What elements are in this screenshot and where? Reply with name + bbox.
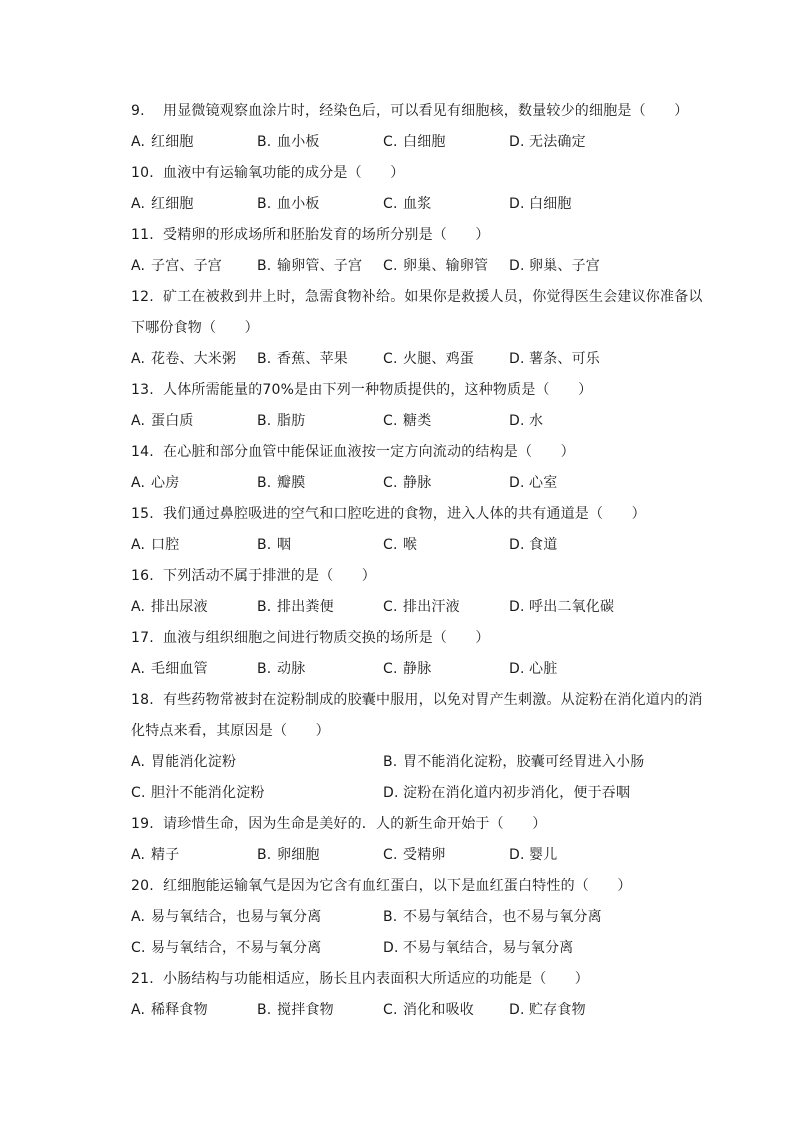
option-text: 婴儿 [529, 847, 558, 863]
option-letter: A. [131, 413, 146, 429]
option-letter: A. [131, 475, 146, 491]
option-text: 排出尿液 [151, 599, 208, 615]
options-row [131, 406, 691, 437]
question-stem-line [131, 623, 691, 654]
option-text: 淀粉在消化道内初步消化，便于吞咽 [403, 785, 631, 801]
option-d [383, 778, 635, 809]
option-c [383, 344, 509, 375]
option-letter: C. [383, 661, 398, 677]
question-number: 16. [131, 568, 154, 584]
option-text: 呼出二氧化碳 [529, 599, 615, 615]
option-letter: D. [509, 599, 525, 615]
option-c [131, 933, 383, 964]
question-18 [131, 685, 703, 809]
option-b [383, 747, 645, 778]
option-letter: C. [383, 475, 398, 491]
option-text: 静脉 [403, 475, 432, 491]
question-stem-line [131, 685, 703, 716]
option-letter: C. [131, 940, 146, 956]
option-text: 水 [529, 413, 544, 429]
option-text: 排出粪便 [277, 599, 334, 615]
option-text: 输卵管、子宫 [277, 258, 363, 274]
question-9 [131, 96, 691, 158]
option-text: 瓣膜 [277, 475, 306, 491]
option-d [509, 654, 635, 685]
option-text: 花卷、大米粥 [151, 351, 237, 367]
option-a [131, 995, 257, 1026]
question-text: 下哪份食物（ ） [131, 320, 259, 336]
question-21 [131, 964, 691, 1026]
question-number: 15. [131, 506, 154, 522]
option-b [257, 468, 383, 499]
option-letter: A. [131, 196, 146, 212]
option-b [257, 344, 383, 375]
option-b [257, 530, 383, 561]
option-d [509, 530, 635, 561]
option-letter: B. [257, 134, 272, 150]
option-letter: D. [509, 134, 525, 150]
option-letter: D. [509, 475, 525, 491]
options-row [131, 995, 691, 1026]
option-text: 咽 [277, 537, 292, 553]
options-row [131, 592, 691, 623]
option-text: 红细胞 [151, 134, 194, 150]
option-a [131, 840, 257, 871]
question-stem-line [131, 158, 691, 189]
option-letter: A. [131, 134, 146, 150]
option-letter: C. [383, 1002, 398, 1018]
option-letter: C. [383, 258, 398, 274]
option-text: 血浆 [403, 196, 432, 212]
option-d [509, 592, 635, 623]
question-text: 请珍惜生命，因为生命是美好的．人的新生命开始于（ ） [163, 816, 547, 832]
option-text: 贮存食物 [529, 1002, 586, 1018]
question-stem-line [131, 809, 691, 840]
option-letter: A. [131, 1002, 146, 1018]
question-text: 化特点来看，其原因是（ ） [131, 723, 330, 739]
option-letter: D. [509, 258, 525, 274]
option-letter: D. [383, 785, 399, 801]
option-letter: D. [509, 847, 525, 863]
option-text: 卵巢、输卵管 [403, 258, 489, 274]
option-text: 心房 [151, 475, 180, 491]
option-d [509, 406, 635, 437]
option-text: 易与氧结合，不易与氧分离 [151, 940, 322, 956]
question-20 [131, 871, 691, 964]
option-b [257, 840, 383, 871]
question-text: 我们通过鼻腔吸进的空气和口腔吃进的食物，进入人体的共有通道是（ ） [163, 506, 646, 522]
question-text: 小肠结构与功能相适应，肠长且内表面积大所适应的功能是（ ） [163, 971, 589, 987]
option-a [131, 530, 257, 561]
options-row [131, 902, 691, 933]
question-number: 10. [131, 165, 154, 181]
option-d [509, 840, 635, 871]
option-text: 稀释食物 [151, 1002, 208, 1018]
question-number: 14. [131, 444, 154, 460]
question-stem-line [131, 375, 691, 406]
option-c [383, 406, 509, 437]
question-19 [131, 809, 691, 871]
option-c [383, 654, 509, 685]
options-row [131, 530, 691, 561]
question-number: 9. [131, 103, 145, 119]
option-text: 心脏 [529, 661, 558, 677]
option-letter: D. [509, 196, 525, 212]
option-text: 受精卵 [403, 847, 446, 863]
question-text: 矿工在被救到井上时，急需食物补给。如果你是救援人员，你觉得医生会建议你准备以 [163, 289, 703, 305]
option-b [383, 902, 635, 933]
question-16 [131, 561, 691, 623]
option-c [383, 840, 509, 871]
option-text: 火腿、鸡蛋 [403, 351, 474, 367]
option-letter: C. [383, 134, 398, 150]
option-letter: B. [257, 661, 272, 677]
question-15 [131, 499, 691, 561]
option-text: 喉 [403, 537, 418, 553]
options-row [131, 251, 691, 282]
question-stem-line [131, 716, 691, 747]
question-text: 受精卵的形成场所和胚胎发育的场所分别是（ ） [163, 227, 490, 243]
option-text: 不易与氧结合，也不易与氧分离 [403, 909, 602, 925]
option-letter: B. [257, 413, 272, 429]
question-13 [131, 375, 691, 437]
option-d [509, 468, 635, 499]
option-b [257, 127, 383, 158]
options-row [131, 747, 691, 778]
options-row [131, 654, 691, 685]
question-text: 红细胞能运输氧气是因为它含有血红蛋白，以下是血红蛋白特性的（ ） [163, 878, 632, 894]
option-letter: A. [131, 754, 146, 770]
question-text: 在心脏和部分血管中能保证血液按一定方向流动的结构是（ ） [163, 444, 575, 460]
question-10 [131, 158, 691, 220]
option-b [257, 592, 383, 623]
question-stem-line [131, 313, 691, 344]
question-11 [131, 220, 691, 282]
option-letter: B. [257, 475, 272, 491]
option-a [131, 344, 257, 375]
option-d [509, 995, 635, 1026]
option-text: 毛细血管 [151, 661, 208, 677]
question-stem-line [131, 220, 691, 251]
option-b [257, 251, 383, 282]
question-number: 19. [131, 816, 154, 832]
option-c [383, 189, 509, 220]
option-text: 白细胞 [403, 134, 446, 150]
option-letter: B. [257, 258, 272, 274]
option-text: 胃能消化淀粉 [151, 754, 237, 770]
option-c [383, 530, 509, 561]
question-stem-line [131, 499, 691, 530]
option-letter: B. [257, 351, 272, 367]
option-text: 精子 [151, 847, 180, 863]
option-a [131, 592, 257, 623]
option-text: 脂肪 [277, 413, 306, 429]
question-stem-line [131, 96, 691, 127]
question-stem-line [131, 871, 691, 902]
option-letter: A. [131, 258, 146, 274]
option-letter: D. [383, 940, 399, 956]
option-a [131, 251, 257, 282]
option-letter: B. [383, 909, 398, 925]
option-c [383, 251, 509, 282]
option-letter: A. [131, 351, 146, 367]
option-letter: C. [383, 599, 398, 615]
question-number: 20. [131, 878, 154, 894]
option-letter: B. [383, 754, 398, 770]
option-text: 胆汁不能消化淀粉 [151, 785, 265, 801]
option-d [509, 127, 635, 158]
option-text: 血小板 [277, 196, 320, 212]
options-row [131, 468, 691, 499]
option-a [131, 902, 383, 933]
option-text: 不易与氧结合，易与氧分离 [403, 940, 574, 956]
option-letter: C. [131, 785, 146, 801]
option-text: 消化和吸收 [403, 1002, 474, 1018]
option-text: 无法确定 [529, 134, 586, 150]
option-text: 易与氧结合，也易与氧分离 [151, 909, 322, 925]
option-letter: B. [257, 599, 272, 615]
option-d [509, 344, 635, 375]
option-letter: C. [383, 847, 398, 863]
option-text: 卵巢、子宫 [529, 258, 600, 274]
option-letter: D. [509, 1002, 525, 1018]
question-number: 17. [131, 630, 154, 646]
option-b [257, 406, 383, 437]
option-text: 口腔 [151, 537, 180, 553]
question-17 [131, 623, 691, 685]
question-stem-line [131, 964, 691, 995]
question-stem-line [131, 282, 703, 313]
option-letter: B. [257, 196, 272, 212]
option-letter: C. [383, 537, 398, 553]
question-text: 用显微镜观察血涂片时，经染色后，可以看见有细胞核，数量较少的细胞是（ ） [163, 103, 689, 119]
option-letter: B. [257, 537, 272, 553]
option-text: 食道 [529, 537, 558, 553]
option-text: 搅拌食物 [277, 1002, 334, 1018]
option-letter: C. [383, 351, 398, 367]
question-14 [131, 437, 691, 499]
option-letter: D. [509, 413, 525, 429]
option-letter: C. [383, 413, 398, 429]
option-text: 白细胞 [529, 196, 572, 212]
option-text: 糖类 [403, 413, 432, 429]
option-b [257, 189, 383, 220]
option-letter: A. [131, 599, 146, 615]
question-text: 下列活动不属于排泄的是（ ） [163, 568, 376, 584]
option-text: 卵细胞 [277, 847, 320, 863]
option-d [509, 189, 635, 220]
options-row [131, 778, 691, 809]
option-c [383, 468, 509, 499]
options-row [131, 127, 691, 158]
question-text: 人体所需能量的70%是由下列一种物质提供的，这种物质是（ ） [163, 382, 593, 398]
option-c [131, 778, 383, 809]
question-number: 11. [131, 227, 154, 243]
question-stem-line [131, 437, 691, 468]
question-number: 21. [131, 971, 154, 987]
option-letter: B. [257, 847, 272, 863]
options-row [131, 344, 691, 375]
option-letter: D. [509, 661, 525, 677]
option-a [131, 406, 257, 437]
option-letter: A. [131, 661, 146, 677]
option-d [383, 933, 635, 964]
option-letter: D. [509, 537, 525, 553]
options-row [131, 189, 691, 220]
option-a [131, 127, 257, 158]
option-text: 蛋白质 [151, 413, 194, 429]
option-letter: A. [131, 909, 146, 925]
question-text: 有些药物常被封在淀粉制成的胶囊中服用，以免对胃产生刺激。从淀粉在消化道内的消 [163, 692, 703, 708]
question-number: 13. [131, 382, 154, 398]
option-text: 动脉 [277, 661, 306, 677]
option-letter: A. [131, 537, 146, 553]
option-letter: D. [509, 351, 525, 367]
option-text: 心室 [529, 475, 558, 491]
question-list [131, 96, 703, 1026]
option-text: 红细胞 [151, 196, 194, 212]
option-a [131, 189, 257, 220]
option-a [131, 468, 257, 499]
option-text: 香蕉、苹果 [277, 351, 348, 367]
option-a [131, 654, 257, 685]
option-c [383, 995, 509, 1026]
option-text: 血小板 [277, 134, 320, 150]
question-number: 18. [131, 692, 154, 708]
option-d [509, 251, 635, 282]
option-text: 排出汗液 [403, 599, 460, 615]
option-text: 胃不能消化淀粉，胶囊可经胃进入小肠 [403, 754, 645, 770]
options-row [131, 840, 691, 871]
option-c [383, 127, 509, 158]
question-stem-line [131, 561, 691, 592]
question-text: 血液中有运输氧功能的成分是（ ） [163, 165, 405, 181]
options-row [131, 933, 691, 964]
option-letter: A. [131, 847, 146, 863]
question-12 [131, 282, 703, 375]
option-c [383, 592, 509, 623]
question-number: 12. [131, 289, 154, 305]
option-letter: C. [383, 196, 398, 212]
option-letter: B. [257, 1002, 272, 1018]
option-text: 薯条、可乐 [529, 351, 600, 367]
option-b [257, 654, 383, 685]
option-text: 子宫、子宫 [151, 258, 222, 274]
option-b [257, 995, 383, 1026]
question-text: 血液与组织细胞之间进行物质交换的场所是（ ） [163, 630, 490, 646]
option-text: 静脉 [403, 661, 432, 677]
option-a [131, 747, 383, 778]
